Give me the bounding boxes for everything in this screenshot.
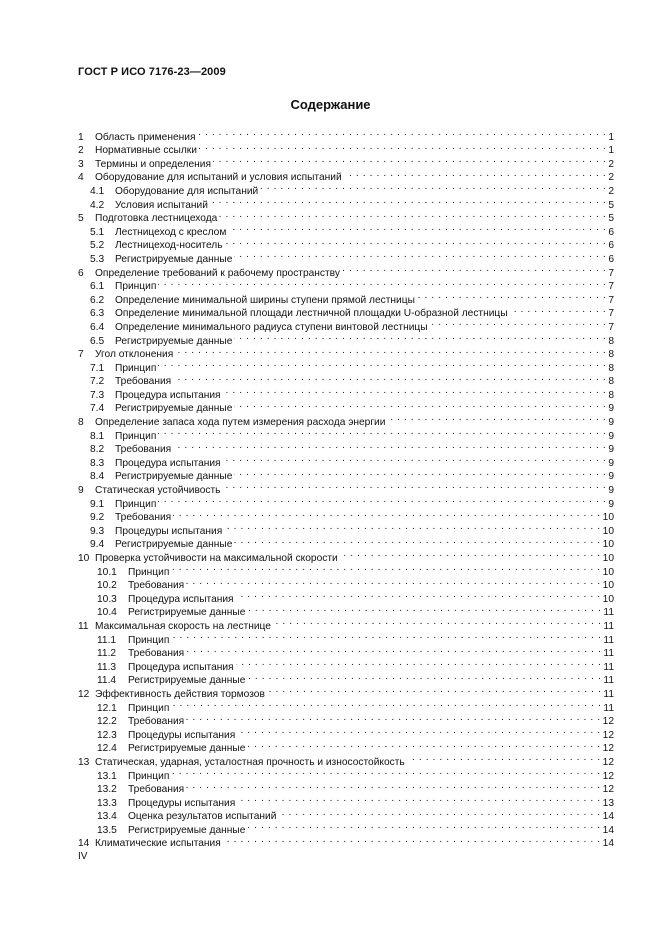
toc-entry-page: 2: [608, 172, 614, 184]
toc-entry-page: 10: [602, 566, 614, 578]
toc-entry-label: Регистрируемые данные: [115, 253, 233, 265]
toc-entry-page: 9: [608, 498, 614, 510]
toc-entry[interactable]: [78, 357, 614, 374]
toc-entry-label: Процедуры испытания: [115, 525, 223, 537]
toc-entry-page: 9: [608, 444, 614, 456]
dot-leader: [199, 140, 606, 154]
toc-entry-page: 9: [608, 457, 614, 469]
toc-entry-label: Требования: [128, 648, 185, 660]
toc-entry-label: Проверка устойчивости на максимальной скорости: [95, 553, 338, 564]
toc-entry-number: 5.3: [90, 253, 105, 265]
toc-entry-page: 14: [602, 824, 614, 836]
dot-leader: [247, 738, 600, 752]
toc-entry-label: Подготовка лестницехода: [95, 213, 218, 225]
toc-entry-number: 11.2: [97, 648, 117, 660]
toc-entry-label: Эффективность действия тормозов: [95, 688, 265, 700]
toc-entry-label: Регистрируемые данные: [128, 607, 246, 619]
toc-entry-number: 9.2: [90, 512, 105, 524]
dot-leader: [186, 779, 600, 793]
toc-entry-label: Принцип: [115, 430, 157, 442]
dot-leader: [260, 180, 606, 194]
toc-entry-page: 2: [608, 158, 614, 170]
toc-entry-number: 12.1: [97, 702, 117, 714]
dot-leader: [417, 289, 606, 303]
toc-entry-number: 9.3: [90, 525, 105, 537]
toc-entry-label: Требования: [115, 444, 172, 456]
toc-entry-label: Регистрируемые данные: [115, 471, 233, 483]
toc-entry-page: 10: [602, 580, 614, 592]
toc-entry-number: 3: [78, 158, 84, 170]
dot-leader: [224, 520, 600, 534]
toc-entry-label: Оборудование для испытаний: [115, 185, 259, 197]
toc-entry-label: Регистрируемые данные: [128, 743, 246, 755]
toc-entry-page: 11: [603, 648, 614, 660]
toc-entry-number: 10.3: [97, 593, 117, 605]
toc-entry[interactable]: [78, 126, 614, 143]
toc-entry-label: Максимальная скорость на лестнице: [95, 620, 271, 632]
toc-entry-page: 6: [608, 253, 614, 265]
toc-entry-page: 12: [602, 770, 614, 782]
toc-entry-label: Требования: [128, 784, 185, 796]
toc-entry-page: 13: [602, 797, 614, 809]
toc-entry-page: 10: [602, 512, 614, 524]
dot-leader: [236, 588, 601, 602]
toc-entry-number: 13: [78, 756, 90, 768]
dot-leader: [197, 126, 606, 140]
dot-leader: [407, 751, 601, 765]
toc-entry-number: 7.1: [90, 362, 105, 374]
dot-leader: [387, 411, 606, 425]
toc-entry-label: Статическая устойчивость: [95, 485, 221, 497]
toc-entry-number: 12.2: [97, 716, 117, 728]
dot-leader: [234, 248, 606, 262]
toc-entry-number: 10: [78, 553, 90, 564]
toc-entry[interactable]: [78, 276, 614, 293]
toc-entry-number: 11.3: [97, 661, 117, 673]
dot-leader: [223, 452, 607, 466]
toc-entry-label: Термины и определения: [95, 158, 211, 170]
toc-entry-number: 4.1: [90, 185, 105, 197]
toc-entry-page: 9: [608, 403, 614, 415]
toc-entry-number: 13.1: [97, 770, 117, 782]
toc-entry-number: 8.2: [90, 444, 105, 456]
toc-entry-number: 8.4: [90, 471, 105, 483]
toc-entry-page: 11: [603, 634, 614, 646]
toc-entry-number: 9.1: [90, 498, 105, 510]
dot-leader: [510, 303, 607, 317]
toc-entry[interactable]: [78, 439, 614, 456]
toc-entry-page: 1: [608, 131, 614, 143]
toc-entry-page: 7: [608, 267, 614, 279]
toc-entry-number: 5.2: [90, 240, 105, 252]
toc-entry[interactable]: [78, 289, 614, 306]
page-number: IV: [78, 851, 88, 862]
toc-entry-label: Процедуры испытания: [128, 729, 236, 741]
toc-entry-number: 9: [78, 485, 84, 497]
toc-entry-number: 13.2: [97, 784, 117, 796]
toc-entry-number: 6.1: [90, 281, 105, 293]
dot-leader: [237, 792, 600, 806]
dot-leader: [225, 235, 607, 249]
toc-entry-page: 12: [602, 784, 614, 796]
dot-leader: [344, 167, 607, 181]
toc-entry-label: Условия испытаний: [115, 199, 208, 211]
toc-entry-number: 7.3: [90, 389, 105, 401]
toc-entry-label: Область применения: [95, 131, 196, 143]
toc-entry-number: 4: [78, 172, 84, 184]
toc-entry-page: 8: [608, 389, 614, 401]
toc-entry-label: Принцип: [115, 362, 157, 374]
toc-entry-number: 11: [78, 620, 89, 632]
toc-entry-page: 5: [608, 199, 614, 211]
toc-entry-number: 10.4: [97, 607, 117, 619]
dot-leader: [171, 765, 600, 779]
dot-leader: [234, 534, 600, 548]
toc-entry-number: 10.2: [97, 580, 117, 592]
toc-entry-label: Требования: [115, 376, 172, 388]
toc-title: Содержание: [290, 97, 371, 112]
document-code: ГОСТ Р ИСО 7176-23—2009: [78, 66, 226, 78]
toc-entry-label: Процедура испытания: [128, 661, 234, 673]
dot-leader: [267, 683, 602, 697]
toc-entry-page: 10: [602, 553, 614, 564]
toc-entry-label: Определение запаса хода путем измерения расхода энергии: [95, 417, 386, 429]
toc-entry-page: 2: [608, 185, 614, 197]
toc-entry-page: 11: [603, 702, 614, 714]
toc-entry-label: Регистрируемые данные: [115, 403, 233, 415]
toc-entry-number: 5: [78, 213, 84, 225]
dot-leader: [173, 507, 600, 521]
toc-entry-number: 8.1: [90, 430, 105, 442]
toc-entry-label: Принцип: [115, 498, 157, 510]
dot-leader: [171, 629, 601, 643]
toc-entry-label: Лестницеход-носитель: [115, 240, 223, 252]
toc-entry-label: Угол отклонения: [95, 349, 174, 361]
dot-leader: [234, 330, 606, 344]
toc-entry-label: Требования: [128, 716, 185, 728]
toc-entry-page: 12: [602, 756, 614, 768]
dot-leader: [158, 425, 606, 439]
toc-entry-label: Климатические испытания: [95, 838, 221, 850]
dot-leader: [236, 656, 602, 670]
toc-entry-page: 8: [608, 349, 614, 361]
toc-entry-number: 13.3: [97, 797, 117, 809]
toc-entry-page: 9: [608, 485, 614, 497]
toc-entry-page: 7: [608, 281, 614, 293]
dot-leader: [278, 806, 600, 820]
toc-entry-page: 12: [602, 716, 614, 728]
toc-entry-label: Принцип: [128, 702, 170, 714]
toc-entry-label: Принцип: [128, 634, 170, 646]
toc-entry-number: 13.5: [97, 824, 117, 836]
toc-entry-number: 8.3: [90, 457, 105, 469]
toc-entry-number: 1: [78, 131, 84, 143]
toc-entry-label: Лестницеход с креслом: [115, 226, 227, 238]
toc-entry-number: 14: [78, 838, 90, 850]
dot-leader: [158, 276, 606, 290]
dot-leader: [340, 547, 601, 561]
toc-entry-number: 9.4: [90, 539, 105, 551]
dot-leader: [158, 357, 606, 371]
toc-entry-number: 6.5: [90, 335, 105, 347]
toc-entry-page: 7: [608, 321, 614, 333]
toc-entry-number: 12.4: [97, 743, 117, 755]
toc-entry-number: 2: [78, 145, 84, 157]
toc-entry-number: 6: [78, 267, 84, 279]
toc-entry-number: 11.4: [97, 675, 117, 687]
toc-entry-number: 11.1: [97, 634, 117, 646]
toc-entry-label: Оборудование для испытаний и условия испытаний: [95, 172, 342, 184]
toc-entry-page: 11: [603, 620, 614, 632]
toc-entry-number: 6.2: [90, 294, 105, 306]
toc-entry-number: 4.2: [90, 199, 105, 211]
toc-entry-label: Процедура испытания: [115, 389, 221, 401]
toc-entry-page: 10: [602, 539, 614, 551]
dot-leader: [186, 643, 601, 657]
toc-entry-number: 12.3: [97, 729, 117, 741]
toc-entry-number: 7.4: [90, 403, 105, 415]
toc-entry-page: 8: [608, 362, 614, 374]
toc-entry[interactable]: [78, 507, 614, 524]
toc-entry-label: Процедура испытания: [115, 457, 221, 469]
toc-entry-label: Процедуры испытания: [128, 797, 236, 809]
toc-entry-number: 6.4: [90, 321, 105, 333]
dot-leader: [186, 711, 600, 725]
dot-leader: [247, 670, 601, 684]
toc-entry-label: Регистрируемые данные: [128, 824, 246, 836]
toc-entry-page: 9: [608, 471, 614, 483]
dot-leader: [273, 615, 601, 629]
toc-entry-number: 12: [78, 688, 90, 700]
dot-leader: [186, 575, 600, 589]
toc-entry-label: Статическая, ударная, усталостная прочность и износостойкость: [95, 756, 405, 768]
toc-entry-page: 12: [602, 743, 614, 755]
toc-entry[interactable]: [78, 493, 614, 510]
toc-entry-label: Оценка результатов испытаний: [128, 811, 277, 823]
dot-leader: [173, 439, 606, 453]
toc-entry-label: Регистрируемые данные: [115, 335, 233, 347]
toc-entry-page: 11: [603, 688, 614, 700]
toc-entry-label: Процедура испытания: [128, 593, 234, 605]
dot-leader: [158, 493, 606, 507]
toc-entry-page: 12: [602, 729, 614, 741]
toc-entry-page: 10: [602, 593, 614, 605]
toc-entry[interactable]: [78, 425, 614, 442]
toc-entry-page: 8: [608, 335, 614, 347]
dot-leader: [171, 561, 600, 575]
toc-entry-page: 1: [608, 145, 614, 157]
dot-leader: [247, 602, 601, 616]
dot-leader: [222, 479, 606, 493]
toc-entry-number: 10.1: [97, 566, 117, 578]
toc-entry-page: 9: [608, 417, 614, 429]
toc-entry-page: 11: [603, 675, 614, 687]
dot-leader: [234, 466, 606, 480]
toc-entry-label: Определение требований к рабочему пространству: [95, 267, 340, 279]
toc-entry-label: Регистрируемые данные: [128, 675, 246, 687]
toc-entry-number: 5.1: [90, 226, 105, 238]
toc-entry-label: Нормативные ссылки: [95, 145, 197, 157]
toc-entry-label: Принцип: [128, 566, 170, 578]
dot-leader: [430, 316, 607, 330]
toc-entry-page: 7: [608, 294, 614, 306]
toc-entry-number: 8: [78, 417, 84, 429]
dot-leader: [175, 344, 606, 358]
toc-entry-page: 14: [602, 811, 614, 823]
dot-leader: [213, 153, 606, 167]
dot-leader: [223, 833, 601, 847]
toc-entry-page: 5: [608, 213, 614, 225]
dot-leader: [173, 371, 606, 385]
toc-entry-page: 6: [608, 226, 614, 238]
toc-entry-label: Определение минимального радиуса ступени винтовой лестницы: [115, 321, 428, 333]
toc-entry-label: Требования: [115, 512, 172, 524]
toc-entry-page: 10: [602, 525, 614, 537]
dot-leader: [342, 262, 606, 276]
dot-leader: [219, 208, 606, 222]
dot-leader: [171, 697, 601, 711]
dot-leader: [234, 398, 606, 412]
toc-entry-page: 11: [603, 661, 614, 673]
toc-entry-page: 8: [608, 376, 614, 388]
toc-entry-page: 14: [602, 838, 614, 850]
toc-entry-label: Требования: [128, 580, 185, 592]
dot-leader: [237, 724, 600, 738]
dot-leader: [228, 221, 606, 235]
toc-entry-page: 6: [608, 240, 614, 252]
toc-entry-label: Принцип: [128, 770, 170, 782]
toc-entry-number: 13.4: [97, 811, 117, 823]
toc-entry-page: 11: [603, 607, 614, 619]
toc-entry-label: Определение минимальной площади лестничной площадки U-образной лестницы: [115, 308, 508, 320]
toc-entry-label: Определение минимальной ширины ступени прямой лестницы: [115, 294, 415, 306]
toc-entry-label: Регистрируемые данные: [115, 539, 233, 551]
dot-leader: [223, 384, 607, 398]
dot-leader: [247, 819, 600, 833]
toc-entry-number: 6.3: [90, 308, 105, 320]
toc-entry-number: 7: [78, 349, 84, 361]
toc-entry[interactable]: [78, 371, 614, 388]
toc-entry-page: 7: [608, 308, 614, 320]
table-of-contents: [78, 126, 614, 850]
dot-leader: [210, 194, 606, 208]
toc-entry-page: 9: [608, 430, 614, 442]
toc-entry-label: Принцип: [115, 281, 157, 293]
toc-entry-number: 7.2: [90, 376, 105, 388]
